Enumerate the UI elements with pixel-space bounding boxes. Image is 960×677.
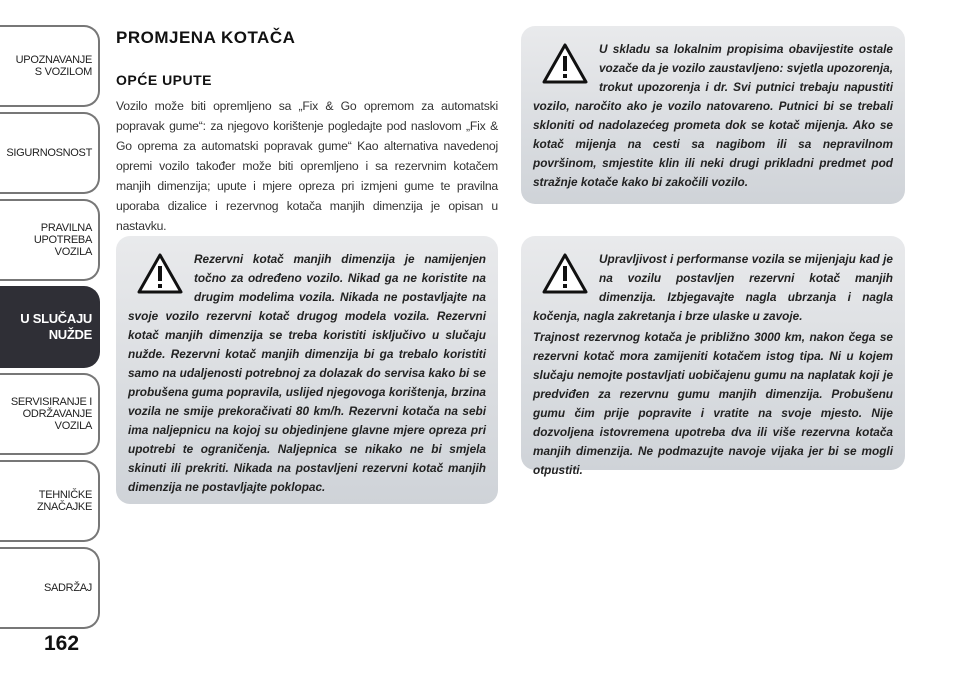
tab-pravilna-upotreba[interactable] xyxy=(0,199,100,281)
tab-label: UPOZNAVANJE S VOZILOM xyxy=(15,54,92,78)
tab-sigurnosnost[interactable] xyxy=(0,112,100,194)
section-title: PROMJENA KOTAČA xyxy=(116,28,296,47)
tab-tehnicke-znacajke[interactable] xyxy=(0,460,100,542)
tab-label: SIGURNOSNOST xyxy=(6,147,92,159)
page-number: 162 xyxy=(44,632,80,655)
tab-label: PRAVILNA UPOTREBA VOZILA xyxy=(33,222,92,258)
warning-text: U skladu sa lokalnim propisima obavijestite ostale vozače da je vozilo zaustavljeno: svjetla upozorenja, trokut upozorenja i dr. Svi putnici trebaju napustiti vozilo, naročito ako je vozilo natovareno. Putnici bi se trebali skloniti od nadolazećeg prometa dok se kotač mijenja. Ako se kotač mijenja na cesti sa nagibom ili sa nepravilnom površinom, smjestite klin ili neki drugi prikladni predmet pod stražnje kotače kako bi zakočili vozilo. xyxy=(533,42,893,189)
tab-label: SADRŽAJ xyxy=(43,582,92,594)
tab-label: SERVISIRANJE I ODRŽAVANJE VOZILA xyxy=(10,396,92,432)
tab-servisiranje[interactable] xyxy=(0,373,100,455)
warning-box-local-regulations xyxy=(521,26,905,204)
tab-label: U SLUČAJU NUŽDE xyxy=(20,311,92,342)
tab-upoznavanje[interactable] xyxy=(0,25,100,107)
section-subtitle: OPĆE UPUTE xyxy=(116,72,213,88)
body-paragraph: Vozilo može biti opremljeno sa „Fix & Go opremom za automatski popravak gume“: za njegovo korištenje pogledajte pod naslovom „Fix & Go oprema za automatski popravak gume“ Kao alternativa navedenoj opremi vozilo također može biti opremljeno i sa rezervnim kotačem manjih dimenzija; upute i mjere opreza pri izmjeni gume te pravilna uporaba dizalice i rezervnog kotača manjih dimenzija je opisan u nastavku. xyxy=(116,99,498,233)
tab-u-slucaju-nuzde[interactable] xyxy=(0,286,100,368)
warning-text: Upravljivost i performanse vozila se mijenjaju kad je na vozilu postavljen rezervni kotač manjih dimenzija. Izbjegavajte nagla ubrzanja i nagla kočenja, nagla zakretanja i brze ulaske u zavoje. xyxy=(533,252,893,323)
warning-triangle-icon xyxy=(136,252,184,296)
warning-box-driveability xyxy=(521,236,905,477)
warning-box-spare-wheel xyxy=(116,236,498,504)
tab-label: TEHNIČKE ZNAČAJKE xyxy=(36,489,92,513)
warning-triangle-icon xyxy=(541,252,589,296)
warning-text: Trajnost rezervnog kotača je približno 3000 km, nakon čega se rezervni kotač mora zamijeniti kotačem istog tipa. Ni u kojem slučaju nemojte postavljati uobičajenu gumu na naplatak koji je predviđen za rezervnu gumu manjih dimenzija. Probušenu gumu čim prije popravite i vratite na svoje mjesto. Nije dozvoljena istovremena upotreba dva ili više rezervna kotača manjih dimenzija. Ne podmazujte navoje vijaka jer bi se mogli otpustiti. xyxy=(533,330,893,477)
tab-sadrzaj[interactable] xyxy=(0,547,100,629)
warning-text: Rezervni kotač manjih dimenzija je namijenjen točno za određeno vozilo. Nikad ga ne koristite na drugim modelima vozila. Nikada ne postavljajte na svoje vozilo rezervni kotač drugog modela vozila. Rezervni kotač manjih dimenzija se treba koristiti isključivo u slučaju nužde. Rezervni kotač manjih dimenzija bi ga trebalo koristiti samo na udaljenosti potrebnoj za dolazak do servisa kako bi se probušena guma popravila, uslijed njegovoga korištenja, brzina vozila ne smije prekoračivati 80 km/h. Rezervni kotača na sebi ima naljepnicu na kojoj su objedinjene glavne mjere opreza pri upotrebi te ograničenja. Naljepnica se nikako ne bi smjela skinuti ili prekriti. Nikada na postavljeni rezervni kotač manjih dimenzija ne postavljajte poklopac. xyxy=(128,252,486,494)
warning-triangle-icon xyxy=(541,42,589,86)
